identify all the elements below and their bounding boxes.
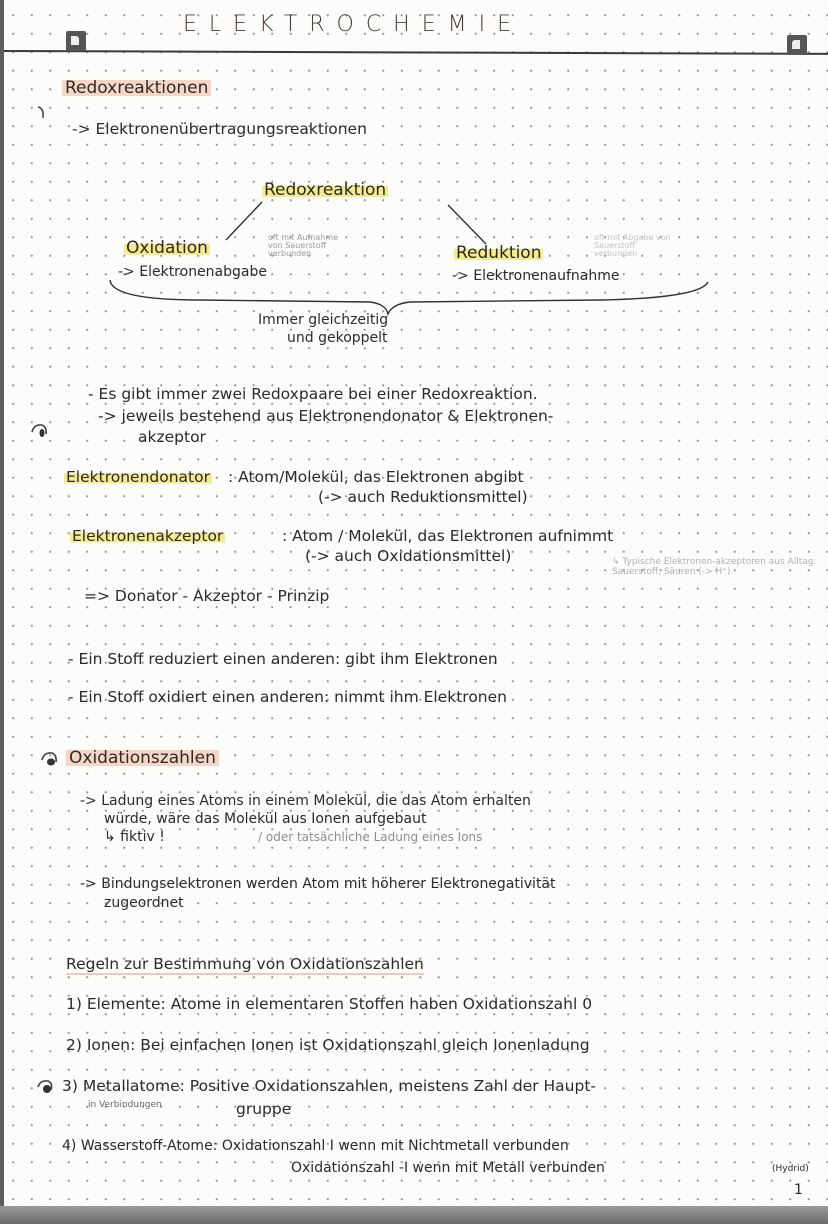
donator-def-line2: (-> auch Reduktionsmittel): [318, 488, 528, 506]
rule-4-line2: Oxidationszahl -I wenn mit Metall verbunden: [291, 1160, 605, 1176]
bullet-akzeptor: akzeptor: [138, 428, 206, 446]
akzeptor-side-note: ↳ Typische Elektronen-akzeptoren aus Alltag: Sauerstoff, Säuren (-> H⁺): [612, 557, 817, 577]
oxidation-sub: -> Elektronenabgabe: [118, 264, 267, 280]
rule-3-line1: 3) Metallatome: Positive Oxidationszahlen, meistens Zahl der Haupt-: [62, 1077, 597, 1095]
margin-doodle-icon: [36, 1078, 54, 1096]
page-title: ELEKTROCHEMIE: [183, 12, 523, 37]
bullet-bestehend: -> jeweils bestehend aus Elektronendonator & Elektronen-: [98, 407, 554, 425]
diagram-connector-lines: [0, 0, 828, 340]
bullet-redoxpaare: - Es gibt immer zwei Redoxpaare bei einer Redoxreaktion.: [88, 385, 538, 403]
margin-doodle-icon: [30, 422, 48, 440]
rule-3-line2: gruppe: [236, 1100, 292, 1118]
rule-2: 2) Ionen: Bei einfachen Ionen ist Oxidationszahl gleich Ionenladung: [66, 1036, 590, 1054]
akzeptor-def-line1: : Atom / Molekül, das Elektronen aufnimmt: [282, 527, 614, 545]
statement-reduziert: - Ein Stoff reduziert einen anderen: gibt ihm Elektronen: [68, 650, 498, 668]
definition-line: -> Elektronenübertragungsreaktionen: [72, 120, 367, 138]
diagram-top-text: Redoxreaktion: [264, 180, 387, 200]
donator-def-line1: : Atom/Molekül, das Elektronen abgibt: [228, 468, 524, 486]
akzeptor-term: [70, 527, 225, 545]
page-bottom-edge: [0, 1206, 828, 1224]
heading-text: Redoxreaktionen: [62, 78, 211, 98]
reduction-text: Reduktion: [456, 243, 542, 263]
donator-term: [64, 468, 212, 486]
akzeptor-def-line2: (-> auch Oxidationsmittel): [305, 547, 512, 565]
rule-4-line1: 4) Wasserstoff-Atome: Oxidationszahl I wenn mit Nichtmetall verbunden: [62, 1138, 569, 1154]
heading-text: Oxidationszahlen: [66, 748, 219, 768]
brace-caption-line1: Immer gleichzeitig: [258, 312, 389, 328]
point1-line2: würde, wäre das Molekül aus Ionen aufgebaut: [104, 811, 427, 827]
principle-line: => Donator - Akzeptor - Prinzip: [84, 587, 330, 605]
margin-doodle-icon: [40, 750, 58, 768]
rule-1: 1) Elemente: Atome in elementaren Stoffen haben Oxidationszahl 0: [66, 995, 593, 1013]
page-number: 1: [794, 1182, 803, 1198]
section-heading-oxidationszahlen: [66, 748, 219, 768]
statement-oxidiert: - Ein Stoff oxidiert einen anderen: nimmt ihm Elektronen: [68, 688, 507, 706]
oxidation-text: Oxidation: [126, 238, 208, 258]
point1-line3: ↳ fiktiv !: [104, 829, 165, 845]
point1-note: / oder tatsächliche Ladung eines Ions: [258, 830, 483, 844]
akzeptor-term-text: Elektronenakzeptor: [72, 527, 224, 545]
heading-text: Regeln zur Bestimmung von Oxidationszahlen: [66, 955, 424, 973]
point2-line2: zugeordnet: [104, 895, 184, 911]
oxidation-label: [124, 238, 210, 258]
donator-term-text: Elektronendonator: [66, 468, 210, 486]
reduction-note: oft mit Abgabe von Sauerstoff verbunden: [594, 233, 671, 258]
reduction-sub: -> Elektronenaufnahme: [452, 268, 620, 284]
brace-caption-line2: und gekoppelt: [287, 330, 388, 346]
point2-line1: -> Bindungselektronen werden Atom mit höherer Elektronegativität: [80, 876, 556, 892]
rule-3-note: in Verbindungen: [88, 1100, 162, 1110]
oxidation-note: oft mit Aufnahme von Sauerstoff verbunden: [268, 233, 339, 258]
section-heading-regeln: [66, 955, 424, 973]
rule-4-note: (Hydrid): [772, 1164, 809, 1174]
point1-line1: -> Ladung eines Atoms in einem Molekül, die das Atom erhalten: [80, 793, 531, 809]
reduction-label: [454, 243, 543, 263]
